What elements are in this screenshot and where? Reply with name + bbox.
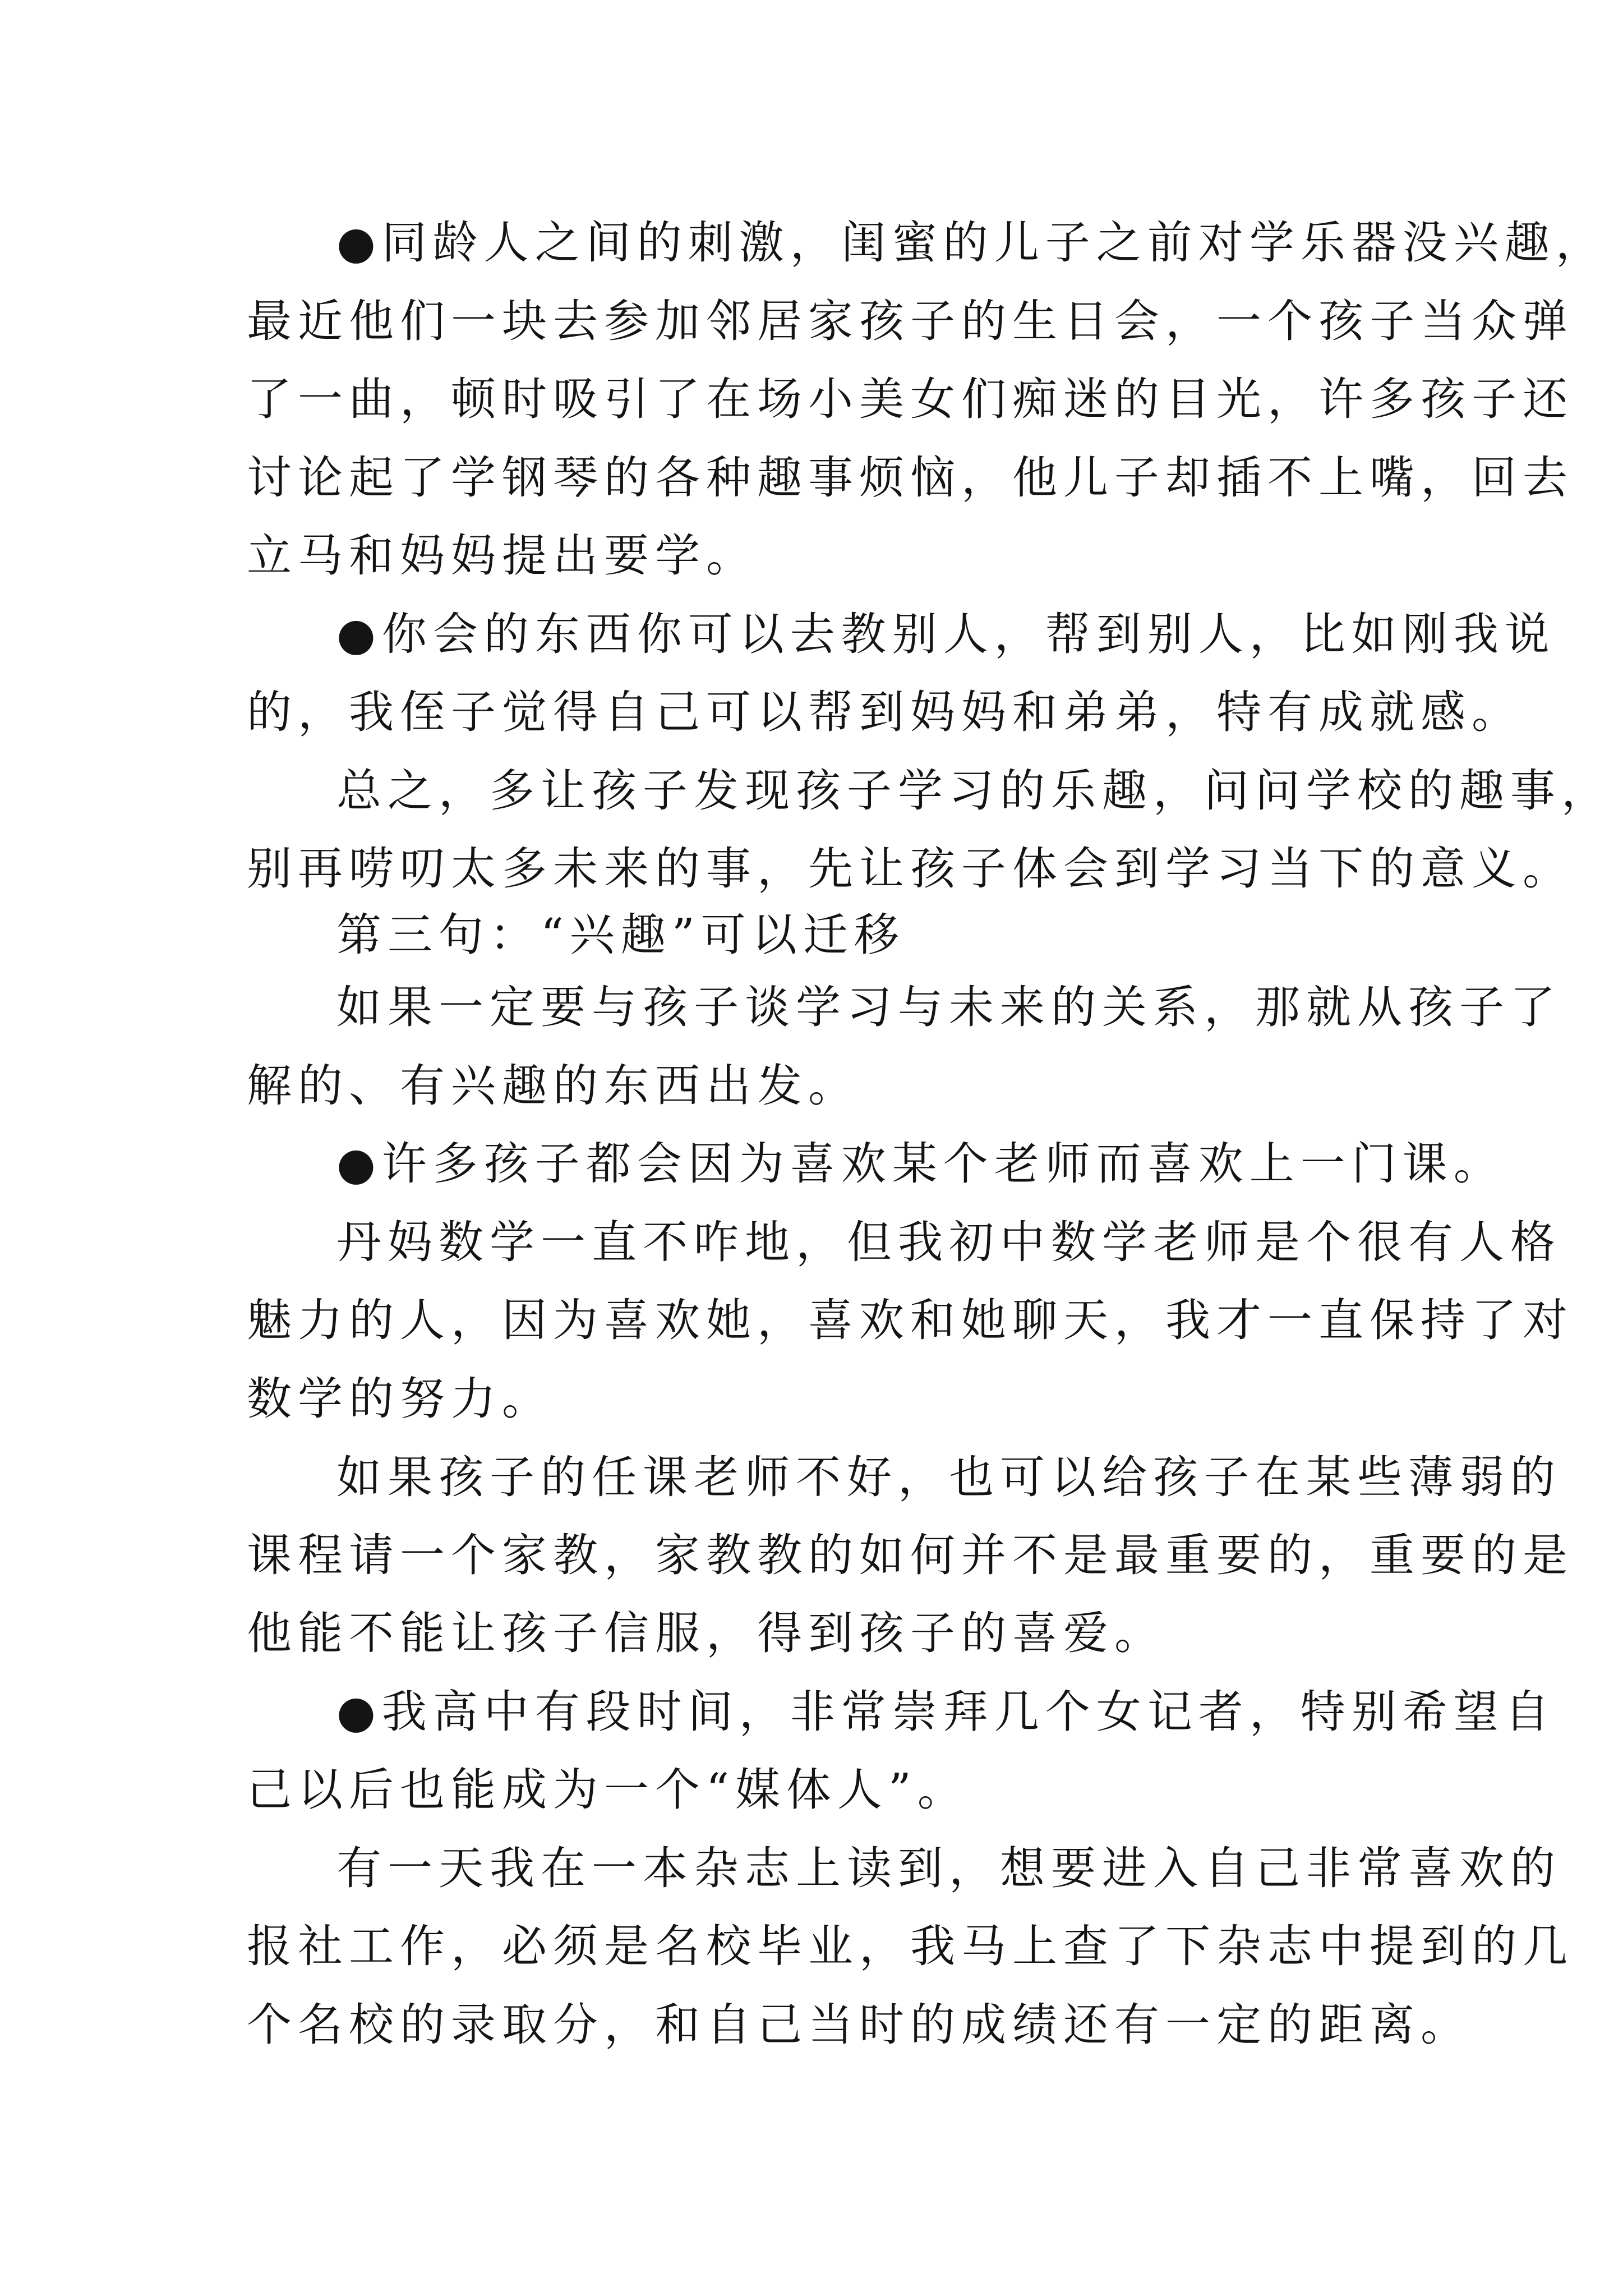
text-line: ●同龄人之间的刺激，闺蜜的儿子之前对学乐器没兴趣， [336, 217, 1607, 269]
text-line: 总之，多让孩子发现孩子学习的乐趣，问问学校的趣事， [336, 765, 1612, 817]
text-line: 如果一定要与孩子谈学习与未来的关系，那就从孩子了 [336, 981, 1561, 1033]
text-line: ●你会的东西你可以去教别人，帮到别人，比如刚我说 [336, 608, 1556, 660]
text-line: 立马和妈妈提出要学。 [247, 530, 757, 582]
text-line: 有一天我在一本杂志上读到，想要进入自己非常喜欢的 [336, 1842, 1561, 1894]
text-line: 第三句：“兴趣”可以迁移 [336, 909, 905, 961]
text-line: 的，我侄子觉得自己可以帮到妈妈和弟弟，特有成就感。 [247, 686, 1523, 738]
text-line: 解的、有兴趣的东西出发。 [247, 1060, 859, 1112]
text-line: 魅力的人，因为喜欢她，喜欢和她聊天，我才一直保持了对 [247, 1294, 1574, 1346]
text-line: 别再唠叨太多未来的事，先让孩子体会到学习当下的意义。 [247, 843, 1574, 895]
text-line: 丹妈数学一直不咋地，但我初中数学老师是个很有人格 [336, 1216, 1561, 1268]
text-line: 个名校的录取分，和自己当时的成绩还有一定的距离。 [247, 1999, 1472, 2051]
text-line: 他能不能让孩子信服，得到孩子的喜爱。 [247, 1607, 1165, 1659]
text-line: 课程请一个家教，家教教的如何并不是最重要的，重要的是 [247, 1529, 1574, 1581]
text-line: 讨论起了学钢琴的各种趣事烦恼，他儿子却插不上嘴，回去 [247, 452, 1574, 504]
text-line: 最近他们一块去参加邻居家孩子的生日会，一个孩子当众弹 [247, 295, 1574, 347]
text-line: 如果孩子的任课老师不好，也可以给孩子在某些薄弱的 [336, 1451, 1561, 1503]
text-line: 了一曲，顿时吸引了在场小美女们痴迷的目光，许多孩子还 [247, 373, 1574, 425]
text-line: 报社工作，必须是名校毕业，我马上查了下杂志中提到的几 [247, 1920, 1574, 1972]
text-line: ●我高中有段时间，非常崇拜几个女记者，特别希望自 [336, 1686, 1556, 1738]
text-line: ●许多孩子都会因为喜欢某个老师而喜欢上一门课。 [336, 1138, 1505, 1190]
text-line: 数学的努力。 [247, 1373, 553, 1425]
text-line: 己以后也能成为一个“媒体人”。 [247, 1764, 969, 1816]
